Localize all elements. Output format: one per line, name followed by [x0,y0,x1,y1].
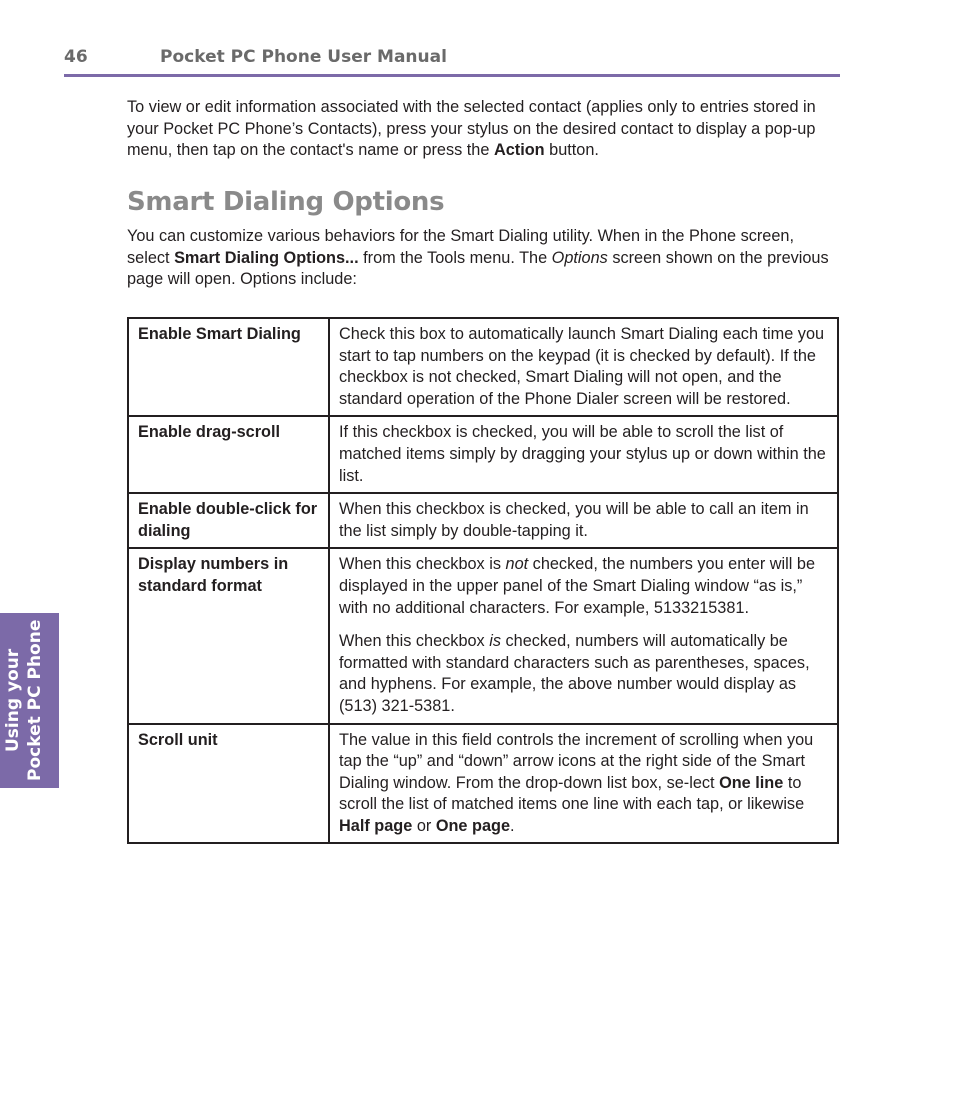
section-title: Smart Dialing Options [127,187,445,217]
page-header [64,44,840,76]
screen-name-ref: Options [551,248,608,267]
manual-title: Pocket PC Phone User Manual [160,47,447,67]
desc-emphasis: is [489,632,501,651]
desc-text: to scroll the list of matched items one line with each tap, or likewise [339,773,805,814]
option-name: Display numbers in standard format [128,548,329,723]
side-section-tab [0,613,59,788]
section-text-end: screen shown on the previous page will open. Options include: [127,248,829,289]
desc-text: checked, the numbers you enter will be displayed in the upper panel of the Smart Dialing window “as is,” with no additional characters. For example, 5133215381. [339,555,816,617]
option-description [329,724,838,844]
desc-text: checked, numbers will automatically be formatted with standard characters such as parentheses, spaces, and hyphens. For example, the above number would display as (513) 321-5381. [339,632,810,715]
desc-emphasis: not [505,555,529,574]
menu-item-ref: Smart Dialing Options... [174,248,359,267]
intro-paragraph [127,97,839,162]
side-tab-label [2,613,57,788]
desc-text: When this checkbox [339,632,490,651]
table-row [128,724,838,844]
desc-bold: Half page [339,816,413,835]
side-tab-line-1: Using your [3,648,23,753]
desc-bold: One line [719,773,784,792]
option-name: Enable double-click for dialing [128,493,329,548]
option-name: Enable Smart Dialing [128,318,329,416]
desc-text: The value in this field controls the increment of scrolling when you tap the “up” and “down” arrow icons at the right side of the Smart Dialing window. From the drop-down list box, se-lect [339,730,814,792]
section-text: You can customize various behaviors for the Smart Dialing utility. When in the Phone screen, select [127,227,794,267]
intro-text-end: button. [544,141,599,160]
description-paragraph [339,554,829,619]
desc-text: . [510,816,515,835]
option-description [329,548,838,723]
page-number: 46 [64,47,88,67]
desc-text: When this checkbox is [339,555,506,574]
option-description: Check this box to automatically launch Smart Dialing each time you start to tap numbers on the keypad (it is checked by default). If the checkbox is not checked, Smart Dialing will not open, and the standard operation of the Phone Dialer screen will be restored. [329,318,838,416]
options-table [127,317,839,844]
desc-bold: One page [435,816,511,835]
option-name: Enable drag-scroll [128,416,329,493]
option-description: If this checkbox is checked, you will be able to scroll the list of matched items simply by dragging your stylus up or down within the list. [329,416,838,493]
option-description: When this checkbox is checked, you will be able to call an item in the list simply by double-tapping it. [329,493,838,548]
table-row [128,318,838,416]
table-row [128,493,838,548]
section-text-middle: from the Tools menu. The [358,248,552,267]
table-row [128,548,838,723]
header-rule [64,74,840,77]
table-row [128,416,838,493]
option-name: Scroll unit [128,724,329,844]
intro-text: To view or edit information associated with the selected contact (applies only to entries stored in your Pocket PC Phone’s Contacts), press your stylus on the desired contact to display a pop-up menu, then tap on the contact's name or press the [127,98,816,160]
desc-text: or [412,816,436,835]
description-paragraph [339,631,829,717]
action-button-ref: Action [493,141,545,160]
section-paragraph [127,226,839,291]
side-tab-line-2: Pocket PC Phone [25,619,45,782]
